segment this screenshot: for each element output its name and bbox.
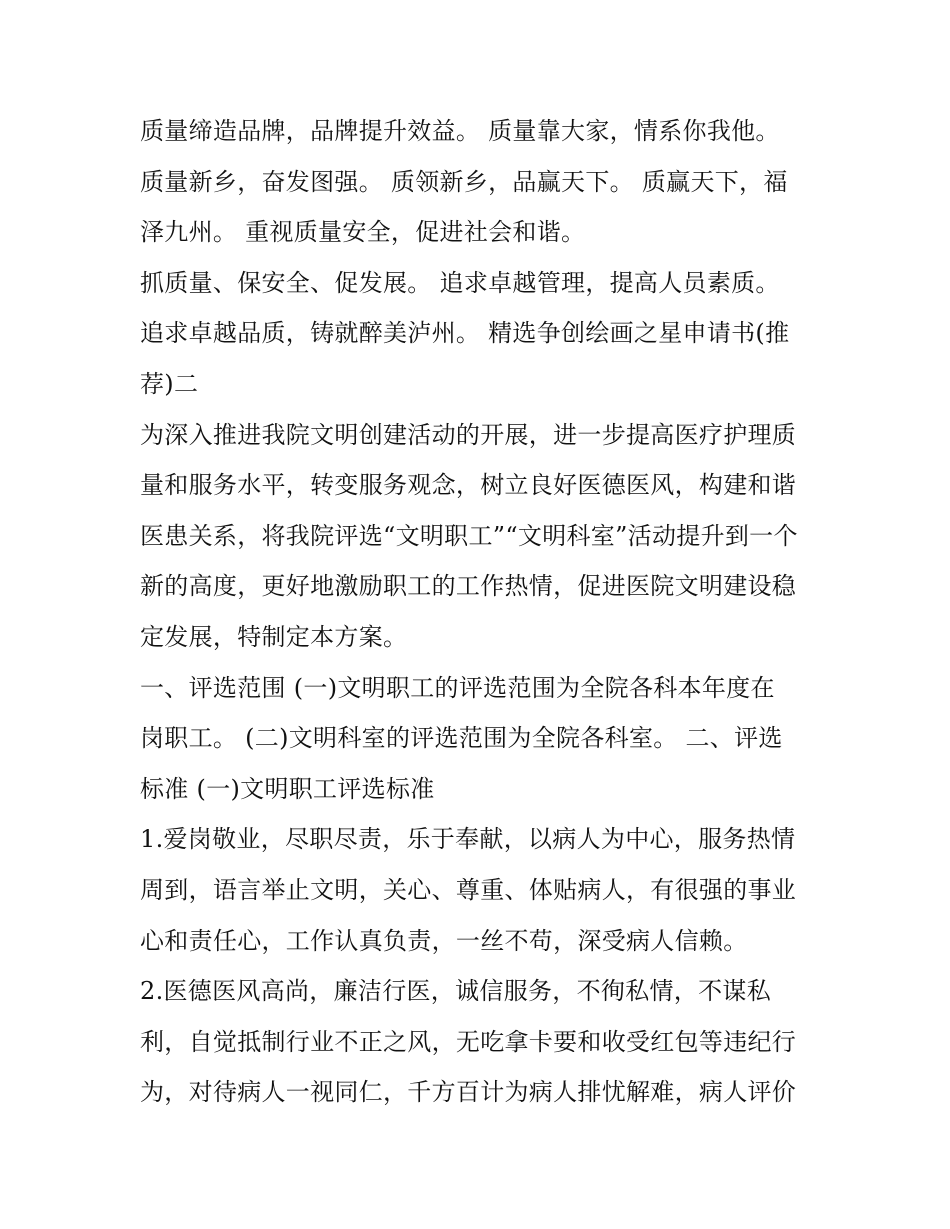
text-line: 泽九州。 重视质量安全，促进社会和谐。	[140, 218, 586, 247]
text-line: 心和责任心，工作认真负责，一丝不苟，深受病人信赖。	[140, 926, 748, 955]
text-line: 为深入推进我院文明创建活动的开展，进一步提高医疗护理质	[140, 420, 797, 449]
text-line: 标准 (一)文明职工评选标准	[140, 774, 435, 803]
text-line: 医患关系，将我院评选“文明职工”“文明科室”活动提升到一个	[140, 521, 798, 550]
text-line: 2.医德医风高尚，廉洁行医，诚信服务，不徇私情，不谋私	[140, 977, 771, 1006]
text-line: 定发展，特制定本方案。	[140, 622, 408, 651]
text-line: 为，对待病人一视同仁，千方百计为病人排忧解难，病人评价	[140, 1078, 797, 1107]
text-line: 质量缔造品牌，品牌提升效益。 质量靠大家，情系你我他。	[140, 117, 780, 145]
text-line: 一、评选范围 (一)文明职工的评选范围为全院各科本年度在	[140, 673, 775, 702]
text-line: 利，自觉抵制行业不正之风，无吃拿卡要和收受红包等违纪行	[140, 1027, 797, 1056]
text-line: 周到，语言举止文明，关心、尊重、体贴病人，有很强的事业	[140, 875, 797, 904]
text-line: 抓质量、保安全、促发展。 追求卓越管理，提高人员素质。	[140, 268, 780, 297]
text-line: 质量新乡，奋发图强。 质领新乡，品赢天下。 质赢天下，福	[140, 167, 788, 196]
text-line: 新的高度，更好地激励职工的工作热情，促进医院文明建设稳	[140, 572, 797, 601]
text-line: 荐)二	[140, 369, 199, 398]
document-body	[140, 106, 820, 1118]
text-line: 1.爱岗敬业，尽职尽责，乐于奉献，以病人为中心，服务热情	[140, 825, 796, 854]
text-line: 追求卓越品质，铸就醉美泸州。 精选争创绘画之星申请书(推	[140, 319, 790, 348]
text-line: 岗职工。 (二)文明科室的评选范围为全院各科室。 二、评选	[140, 724, 783, 753]
text-line: 量和服务水平，转变服务观念，树立良好医德医风，构建和谐	[140, 471, 797, 500]
